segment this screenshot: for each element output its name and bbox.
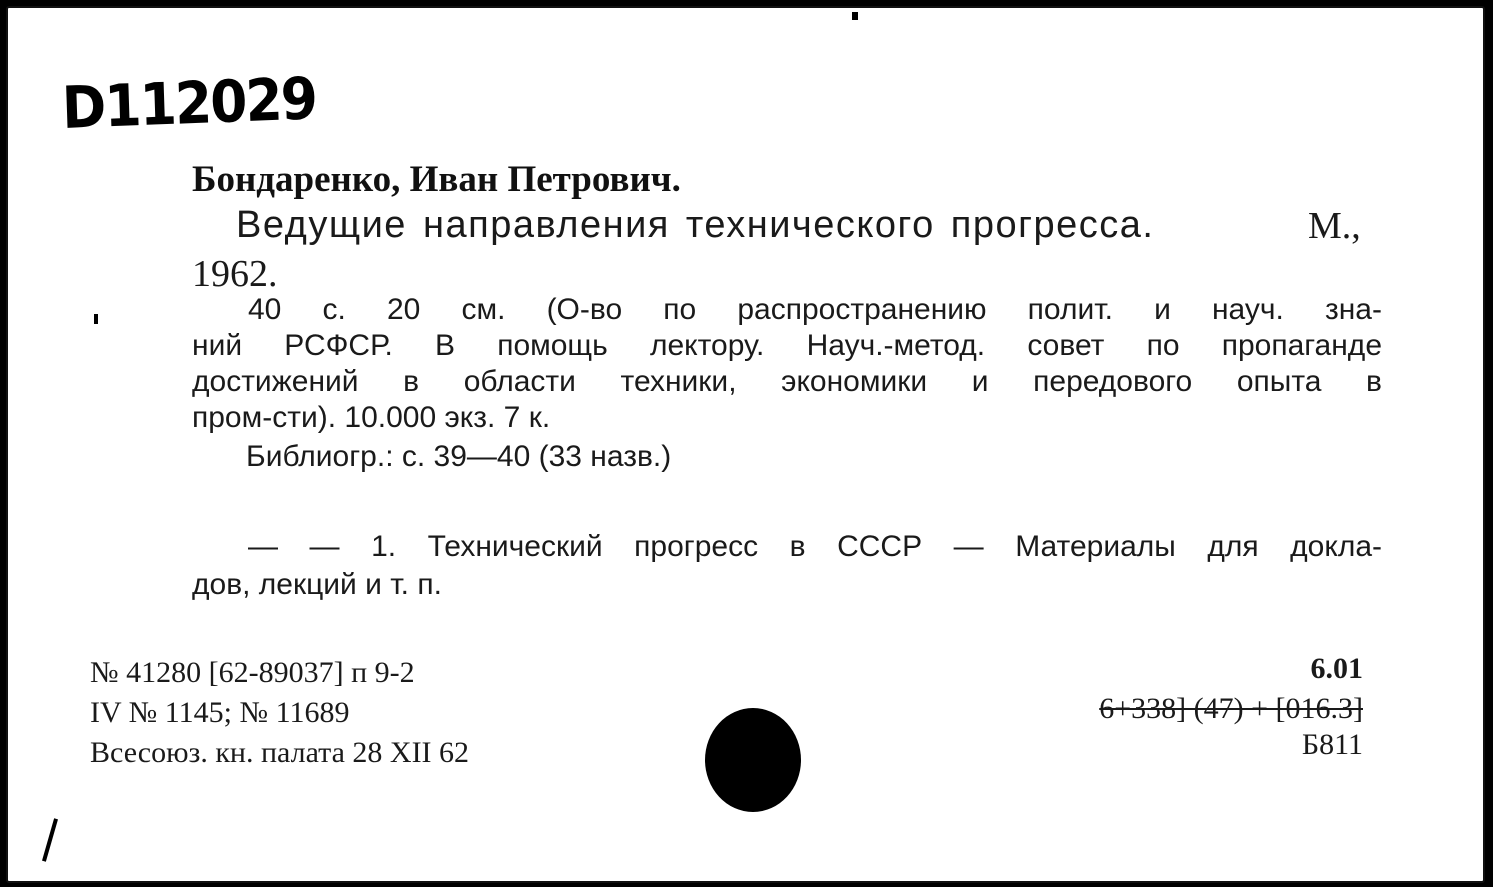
bibliography-note: Библиогр.: с. 39—40 (33 назв.) <box>246 440 672 473</box>
author-name: Бондаренко, Иван Петрович. <box>192 159 681 200</box>
description-line: ний РСФСР. В помощь лектору. Науч.-метод. совет по пропаганде <box>192 329 1382 362</box>
book-title: Ведущие направления технического прогресса. <box>236 204 1155 246</box>
handwritten-call-number: D112029 <box>60 64 318 142</box>
catalog-card <box>6 6 1485 883</box>
pencil-mark <box>42 818 58 861</box>
publication-year: 1962. <box>192 253 278 295</box>
subject-line: — — 1. Технический прогресс в СССР — Материалы для докла- <box>248 530 1382 563</box>
subject-heading <box>192 528 1382 604</box>
punch-hole <box>705 708 801 812</box>
struck-classification: 6+338] (47) + [016.3] <box>1099 692 1363 725</box>
author-sign: Б811 <box>1301 728 1363 761</box>
description-line: пром-сти). 10.000 экз. 7 к. <box>192 401 551 434</box>
physical-description <box>192 292 1382 436</box>
ink-speck <box>94 314 98 324</box>
index-numbers: IV № 1145; № 11689 <box>90 696 350 729</box>
subject-line: дов, лекций и т. п. <box>192 568 442 601</box>
description-line: 40 с. 20 см. (О-во по распространению полит. и науч. зна- <box>248 293 1382 326</box>
description-line: достижений в области техники, экономики и передового опыта в <box>192 365 1382 398</box>
registration-number: № 41280 [62-89037] п 9-2 <box>90 656 415 689</box>
classification-code: 6.01 <box>1310 652 1363 685</box>
chamber-date: Всесоюз. кн. палата 28 XII 62 <box>90 736 470 769</box>
publication-place: М., <box>1308 205 1361 247</box>
ink-speck <box>852 12 858 20</box>
